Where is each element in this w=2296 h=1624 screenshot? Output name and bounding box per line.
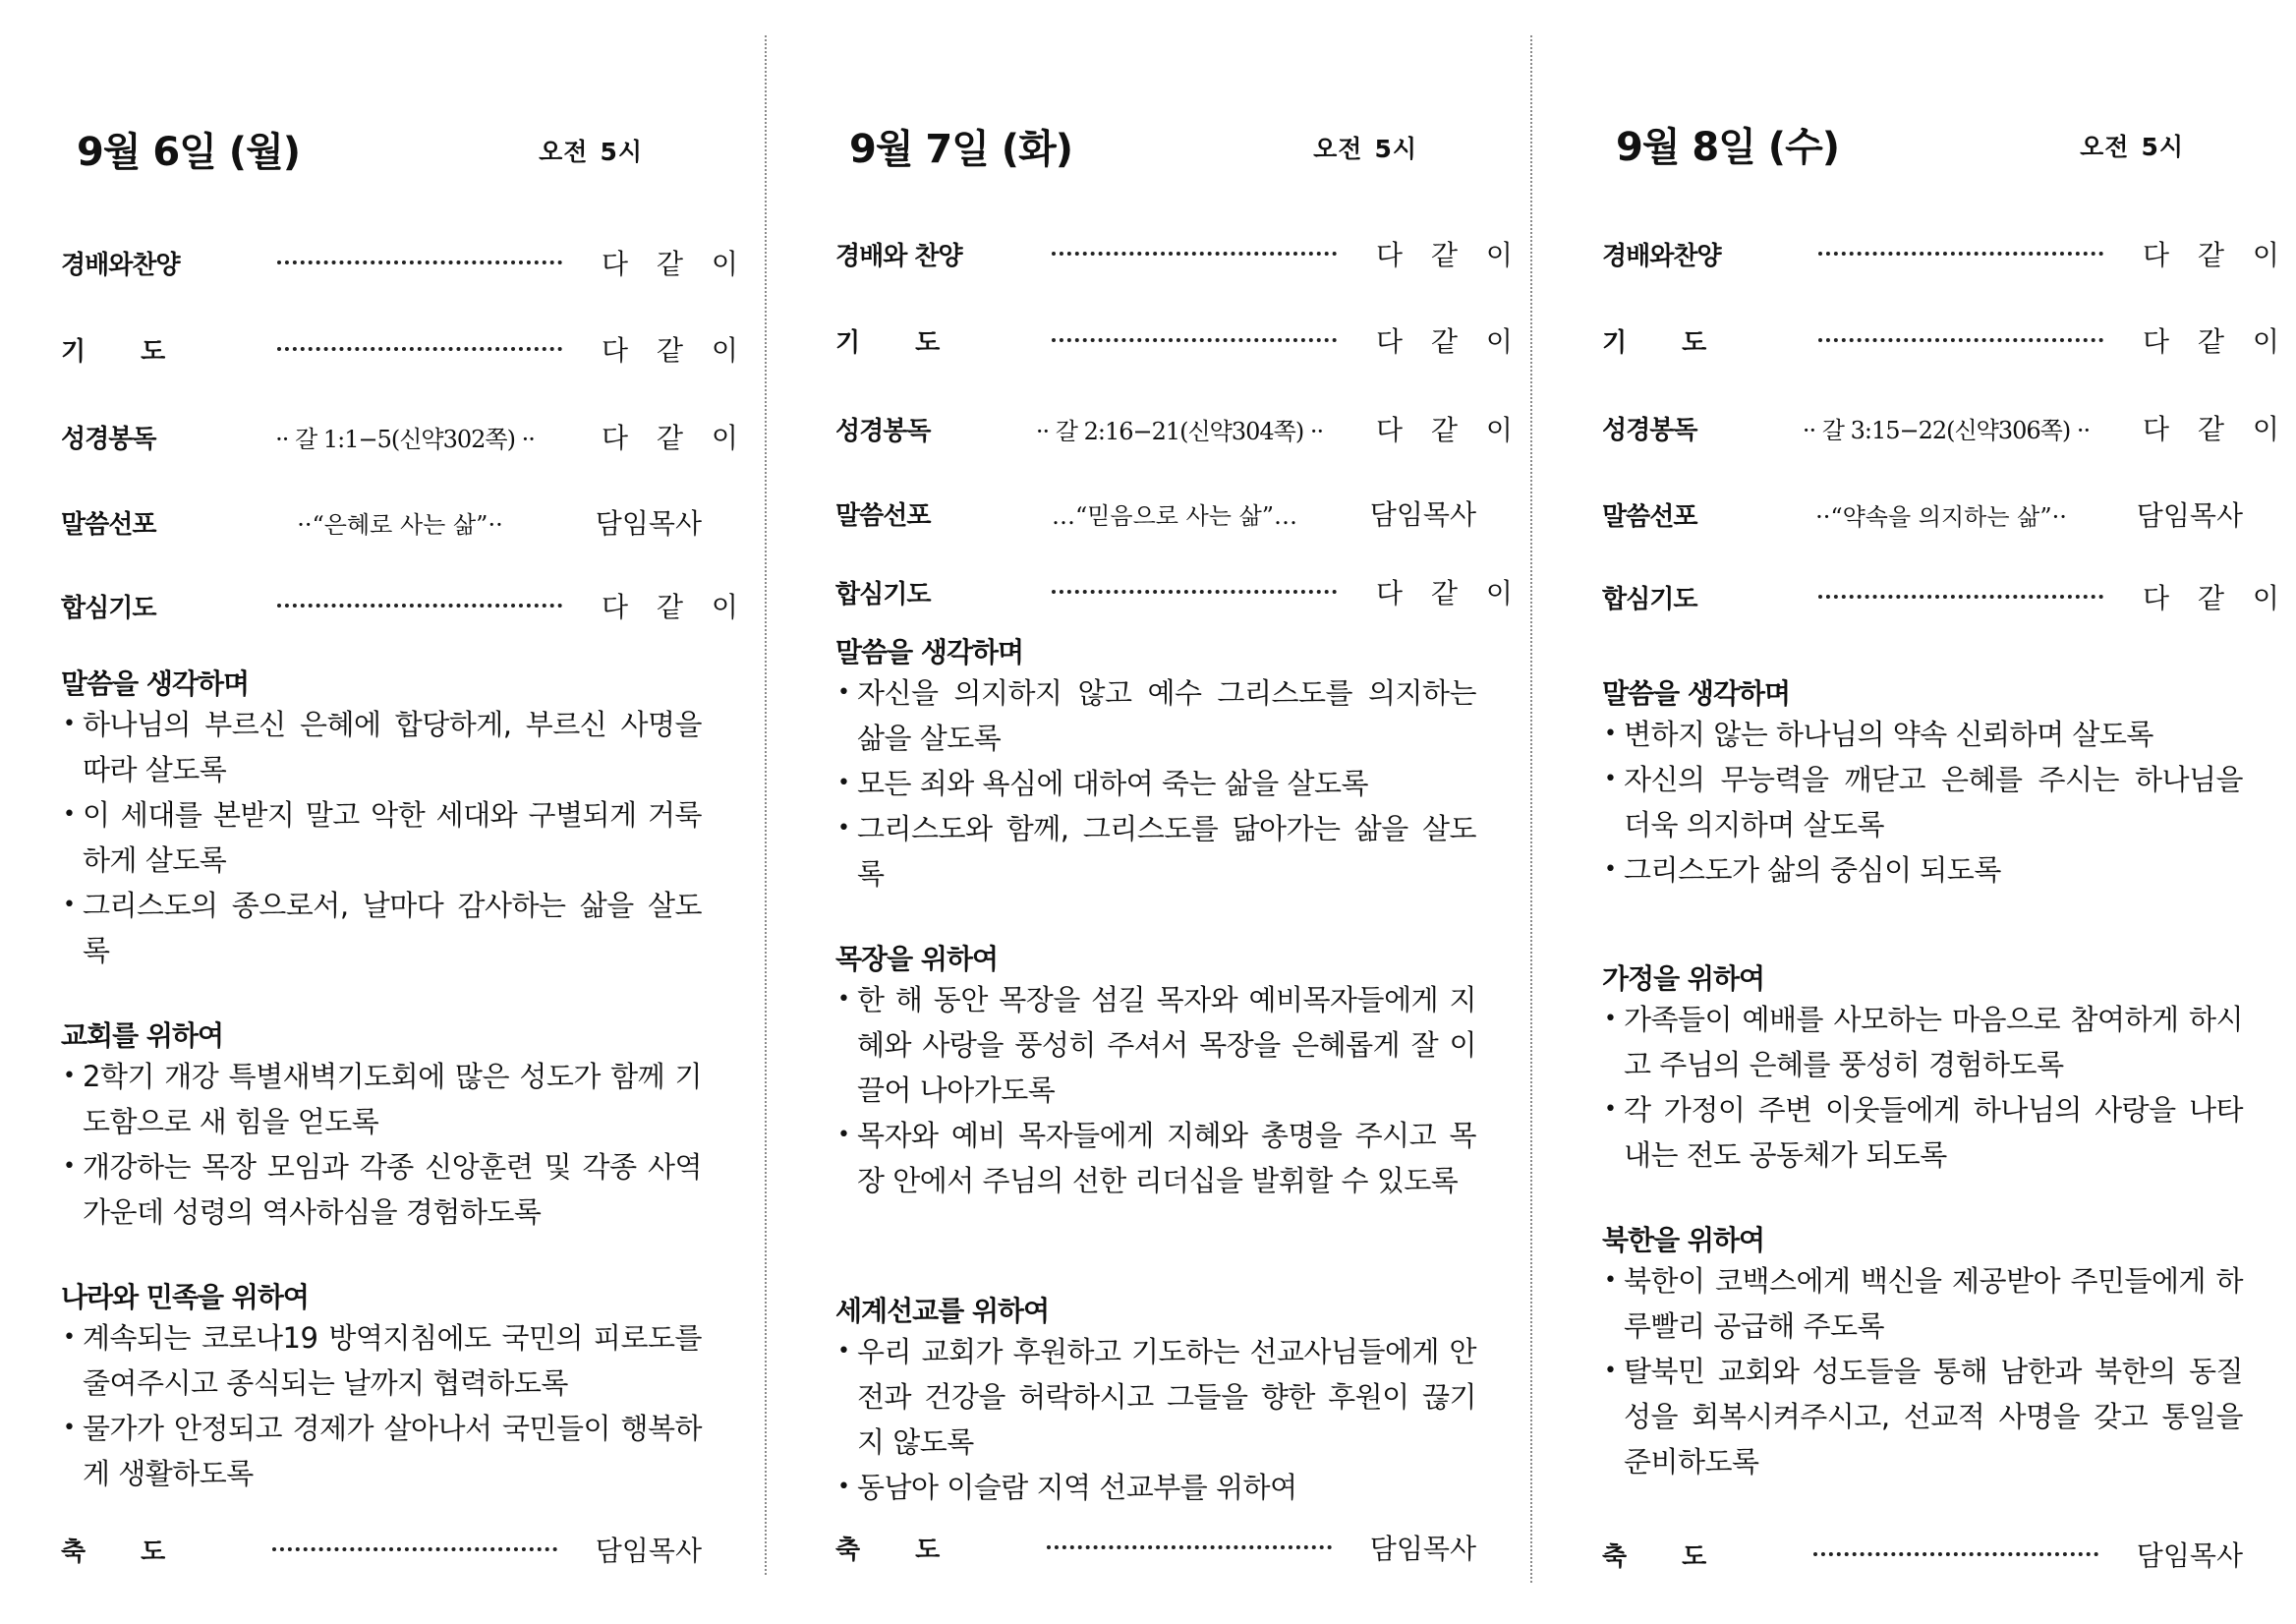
order-row-prayer — [61, 329, 748, 369]
prayer-section — [61, 1019, 702, 1235]
order-row-benediction — [61, 1530, 702, 1569]
prayer-item: • 하나님의 부르신 은혜에 합당하게, 부르신 사명을 따라 살도록 — [61, 702, 702, 792]
prayer-item: • 자신을 의지하지 않고 예수 그리스도를 의지하는 삶을 살도록 — [835, 670, 1476, 761]
prayer-section — [835, 1295, 1476, 1510]
order-leader-value: 담임목사 — [2136, 1539, 2243, 1572]
order-leader-value: 다 같 이 — [1376, 577, 1522, 609]
order-row-worship — [1602, 234, 2289, 273]
order-label: 성경봉독 — [61, 424, 156, 454]
order-leader-value: 다 같 이 — [2143, 325, 2289, 358]
order-leader-value: 담임목사 — [1369, 498, 1476, 531]
prayer-item: • 그리스도의 종으로서, 날마다 감사하는 삶을 살도록 — [61, 883, 702, 973]
prayer-item: • 가족들이 예배를 사모하는 마음으로 참여하게 하시고 주님의 은혜를 풍성히 경험하도록 — [1602, 997, 2243, 1087]
dotted-leader — [1818, 252, 2103, 256]
prayer-item: • 계속되는 코로나19 방역지침에도 국민의 피로도를 줄여주시고 종식되는 날까지 협력하도록 — [61, 1315, 702, 1406]
prayer-item: • 2학기 개강 특별새벽기도회에 많은 성도가 함께 기도함으로 새 힘을 얻도록 — [61, 1054, 702, 1144]
prayer-section — [61, 1281, 702, 1496]
scripture-reference: ·· 갈 2:16−21(신약304쪽) ·· — [1035, 417, 1324, 445]
scripture-reference: ·· 갈 3:15−22(신약306쪽) ·· — [1802, 416, 2091, 444]
scripture-reference: ·· 갈 1:1−5(신약302쪽) ·· — [275, 425, 535, 453]
order-label: 경배와찬양 — [1602, 241, 1721, 271]
order-leader-value: 담임목사 — [2136, 499, 2243, 532]
prayer-section — [61, 667, 702, 973]
order-label: 경배와 찬양 — [835, 241, 962, 271]
order-leader-value: 다 같 이 — [602, 334, 748, 367]
sermon-title: ··“약속을 의지하는 삶”·· — [1815, 502, 2067, 531]
order-label: 말씀선포 — [835, 500, 931, 531]
order-row-worship — [61, 243, 748, 282]
section-heading: 세계선교를 위하여 — [835, 1295, 1050, 1327]
date-heading: 9월 6일 (월) — [77, 130, 300, 175]
order-label: 기도 — [61, 336, 221, 367]
prayer-item: • 그리스도와 함께, 그리스도를 닮아가는 삶을 살도록 — [835, 806, 1476, 897]
order-row-sermon — [835, 493, 1476, 533]
prayer-section — [835, 636, 1476, 897]
order-label: 성경봉독 — [1602, 415, 1697, 445]
dotted-leader — [1818, 595, 2103, 599]
order-label: 합심기도 — [61, 593, 156, 623]
prayer-section — [1602, 677, 2243, 893]
order-leader-value: 다 같 이 — [602, 248, 748, 280]
order-leader-value: 다 같 이 — [2143, 413, 2289, 445]
day-column-sep-8 — [1602, 0, 2289, 1624]
prayer-section — [835, 943, 1476, 1203]
prayer-section — [1602, 1224, 2243, 1484]
prayer-item: • 탈북민 교회와 성도들을 통해 남한과 북한의 동질성을 회복시켜주시고, 선교적 사명을 갖고 통일을 준비하도록 — [1602, 1349, 2243, 1484]
sermon-title: …“믿음으로 사는 삶”… — [1051, 501, 1298, 530]
order-row-prayer — [1602, 320, 2289, 360]
order-label: 말씀선포 — [1602, 501, 1697, 532]
prayer-item: • 목자와 예비 목자들에게 지혜와 총명을 주시고 목장 안에서 주님의 선한 리더십을 발휘할 수 있도록 — [835, 1113, 1476, 1203]
order-leader-value: 담임목사 — [1369, 1533, 1476, 1565]
order-row-sermon — [61, 502, 702, 542]
order-leader-value: 다 같 이 — [2143, 239, 2289, 271]
dotted-leader — [1813, 1552, 2098, 1556]
order-row-sermon — [1602, 494, 2243, 534]
order-label: 경배와찬양 — [61, 250, 180, 280]
order-leader-value: 다 같 이 — [602, 591, 748, 623]
section-heading: 말씀을 생각하며 — [835, 636, 1024, 668]
dotted-leader — [277, 604, 562, 608]
dotted-leader — [277, 347, 562, 351]
section-heading: 말씀을 생각하며 — [1602, 677, 1791, 710]
order-label: 합심기도 — [835, 579, 931, 609]
service-time: 오전 5시 — [2080, 133, 2184, 161]
order-label: 합심기도 — [1602, 584, 1697, 614]
section-heading: 교회를 위하여 — [61, 1019, 224, 1052]
prayer-item: • 모든 죄와 욕심에 대하여 죽는 삶을 살도록 — [835, 761, 1476, 806]
prayer-item: • 동남아 이슬람 지역 선교부를 위하여 — [835, 1465, 1476, 1510]
order-row-benediction — [835, 1528, 1476, 1567]
prayer-item: • 개강하는 목장 모임과 각종 신앙훈련 및 각종 사역 가운데 성령의 역사하심을 경험하도록 — [61, 1144, 702, 1235]
prayer-item: • 물가가 안정되고 경제가 살아나서 국민들이 행복하게 생활하도록 — [61, 1406, 702, 1496]
order-row-joint-prayer — [835, 572, 1522, 611]
section-heading: 나라와 민족을 위하여 — [61, 1281, 309, 1313]
day-column-sep-7 — [835, 0, 1522, 1624]
order-leader-value: 다 같 이 — [2143, 582, 2289, 614]
order-row-scripture — [835, 409, 1522, 448]
day-column-sep-6 — [61, 0, 748, 1624]
prayer-item: • 각 가정이 주변 이웃들에게 하나님의 사랑을 나타내는 전도 공동체가 되도록 — [1602, 1087, 2243, 1178]
order-label: 기도 — [1602, 327, 1762, 358]
order-label: 축도 — [1602, 1541, 1762, 1572]
order-leader-value: 다 같 이 — [1376, 325, 1522, 358]
section-heading: 북한을 위하여 — [1602, 1224, 1765, 1256]
service-time: 오전 5시 — [1313, 135, 1417, 163]
order-row-prayer — [835, 320, 1522, 360]
date-heading: 9월 7일 (화) — [849, 127, 1072, 172]
prayer-item: • 한 해 동안 목장을 섬길 목자와 예비목자들에게 지혜와 사랑을 풍성히 주셔서 목장을 은혜롭게 잘 이끌어 나아가도록 — [835, 977, 1476, 1113]
order-row-benediction — [1602, 1535, 2243, 1574]
order-leader-value: 담임목사 — [595, 1535, 702, 1567]
order-leader-value: 다 같 이 — [1376, 239, 1522, 271]
column-divider-2 — [1530, 35, 1532, 1583]
prayer-item: • 자신의 무능력을 깨닫고 은혜를 주시는 하나님을 더욱 의지하며 살도록 — [1602, 757, 2243, 847]
section-heading: 목장을 위하여 — [835, 943, 999, 975]
prayer-item: • 변하지 않는 하나님의 약속 신뢰하며 살도록 — [1602, 712, 2243, 757]
dotted-leader — [1052, 338, 1337, 342]
order-row-joint-prayer — [61, 586, 748, 625]
order-row-joint-prayer — [1602, 577, 2289, 616]
prayer-item: • 그리스도가 삶의 중심이 되도록 — [1602, 847, 2243, 893]
prayer-section — [1602, 962, 2243, 1178]
order-leader-value: 다 같 이 — [602, 422, 748, 454]
dotted-leader — [1052, 590, 1337, 594]
dotted-leader — [272, 1547, 557, 1551]
order-label: 축도 — [61, 1537, 221, 1567]
dotted-leader — [1047, 1545, 1332, 1549]
order-label: 축도 — [835, 1535, 996, 1565]
service-time: 오전 5시 — [539, 138, 643, 166]
section-heading: 말씀을 생각하며 — [61, 667, 250, 700]
order-label: 기도 — [835, 327, 996, 358]
order-leader-value: 다 같 이 — [1376, 414, 1522, 446]
sermon-title: ··“은혜로 사는 삶”·· — [297, 510, 503, 539]
order-row-scripture — [1602, 408, 2289, 447]
order-label: 말씀선포 — [61, 509, 156, 540]
order-row-worship — [835, 234, 1522, 273]
dotted-leader — [1052, 252, 1337, 256]
section-heading: 가정을 위하여 — [1602, 962, 1765, 995]
prayer-item: • 북한이 코백스에게 백신을 제공받아 주민들에게 하루빨리 공급해 주도록 — [1602, 1258, 2243, 1349]
order-row-scripture — [61, 417, 748, 456]
prayer-item: • 이 세대를 본받지 말고 악한 세대와 구별되게 거룩하게 살도록 — [61, 792, 702, 883]
column-divider-1 — [765, 35, 767, 1575]
order-label: 성경봉독 — [835, 416, 931, 446]
prayer-item: • 우리 교회가 후원하고 기도하는 선교사님들에게 안전과 건강을 허락하시고 그들을 향한 후원이 끊기지 않도록 — [835, 1329, 1476, 1465]
dotted-leader — [1818, 338, 2103, 342]
order-leader-value: 담임목사 — [595, 507, 702, 540]
dotted-leader — [277, 261, 562, 264]
date-heading: 9월 8일 (수) — [1616, 125, 1839, 170]
